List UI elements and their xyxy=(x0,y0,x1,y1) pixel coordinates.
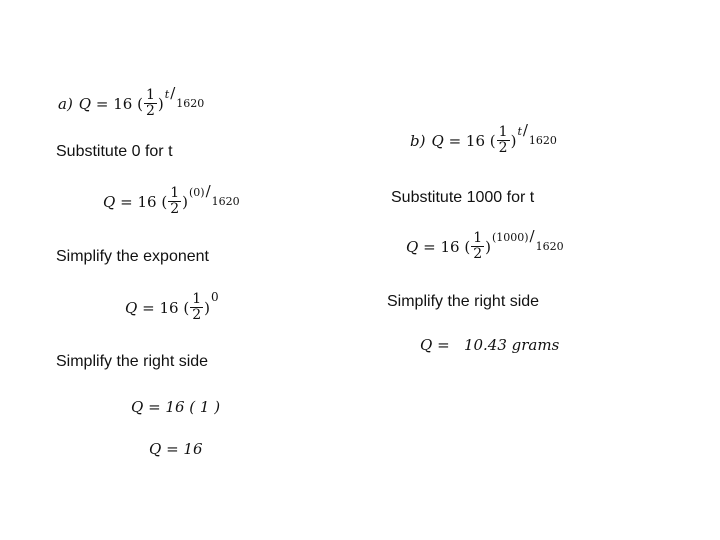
equation-a-original xyxy=(58,84,205,119)
fraction xyxy=(497,125,510,156)
close-paren: ) xyxy=(510,131,517,150)
frac-num: 1 xyxy=(498,124,508,140)
frac-den: 2 xyxy=(170,201,180,217)
eq-coef: 16 xyxy=(159,298,179,317)
exp-den: 1620 xyxy=(535,240,564,253)
step-a-simplify-right: Simplify the right side xyxy=(56,353,209,370)
part-b-label: b) xyxy=(410,131,426,150)
eq-lhs: Q xyxy=(406,237,419,256)
equation-b-substituted xyxy=(406,227,564,262)
eq-coef: 16 xyxy=(113,94,133,113)
part-a-label: a) xyxy=(58,94,73,113)
eq-sign: = xyxy=(120,192,133,211)
frac-num: 1 xyxy=(145,87,155,103)
eq-sign: = xyxy=(142,298,155,317)
close-paren: ) xyxy=(182,192,188,211)
frac-den: 2 xyxy=(145,103,155,119)
eq-lhs: Q xyxy=(78,94,92,113)
eq-coef: 16 xyxy=(465,131,486,150)
equation-a-result: Q = 16 xyxy=(149,440,203,458)
step-a-simplify-exponent: Simplify the exponent xyxy=(56,248,209,265)
exp-num: (1000) xyxy=(491,231,529,244)
close-paren: ) xyxy=(485,237,491,256)
exponent: t / 1620 xyxy=(517,121,557,147)
exponent: (0) / 1620 xyxy=(188,182,240,208)
exp-num: (0) xyxy=(188,186,205,199)
frac-den: 2 xyxy=(498,140,508,156)
eq-lhs: Q xyxy=(431,131,444,150)
eq-coef: 16 xyxy=(440,237,460,256)
eq-sign: = xyxy=(448,131,462,150)
open-paren: ( xyxy=(137,94,143,113)
open-paren: ( xyxy=(183,298,190,317)
close-paren: ) xyxy=(157,94,164,113)
frac-num: 1 xyxy=(170,185,180,201)
frac-num: 1 xyxy=(192,291,202,307)
exponent: 0 xyxy=(210,290,219,304)
equation-b-original xyxy=(410,121,557,156)
step-b-substitute: Substitute 1000 for t xyxy=(391,189,535,206)
eq-sign: = xyxy=(423,237,436,256)
equation-a-exponent-zero xyxy=(125,292,219,323)
exponent: (1000) / 1620 xyxy=(491,227,564,253)
exp-den: 1620 xyxy=(176,97,205,110)
exponent: t / 1620 xyxy=(164,84,205,110)
frac-den: 2 xyxy=(473,246,483,262)
eq-lhs: Q xyxy=(125,298,138,317)
step-a-substitute: Substitute 0 for t xyxy=(56,143,173,160)
open-paren: ( xyxy=(161,192,168,211)
frac-num: 1 xyxy=(473,230,483,246)
eq-sign: = xyxy=(95,94,109,113)
equation-a-substituted xyxy=(103,182,240,217)
exp-num: t xyxy=(164,88,170,101)
exp-num: t xyxy=(517,125,522,138)
equation-b-result: Q = 10.43 grams xyxy=(420,336,560,354)
equation-a-one: Q = 16 ( 1 ) xyxy=(131,398,221,416)
frac-den: 2 xyxy=(192,307,202,323)
exp-den: 1620 xyxy=(528,134,557,147)
open-paren: ( xyxy=(489,131,496,150)
fraction xyxy=(471,231,484,262)
exp-den: 1620 xyxy=(211,195,240,208)
step-b-simplify-right: Simplify the right side xyxy=(387,293,540,310)
eq-coef: 16 xyxy=(137,192,157,211)
fraction xyxy=(144,88,157,119)
fraction xyxy=(190,292,203,323)
fraction xyxy=(168,186,181,217)
eq-lhs: Q xyxy=(103,192,116,211)
close-paren: ) xyxy=(204,298,210,317)
open-paren: ( xyxy=(464,237,471,256)
